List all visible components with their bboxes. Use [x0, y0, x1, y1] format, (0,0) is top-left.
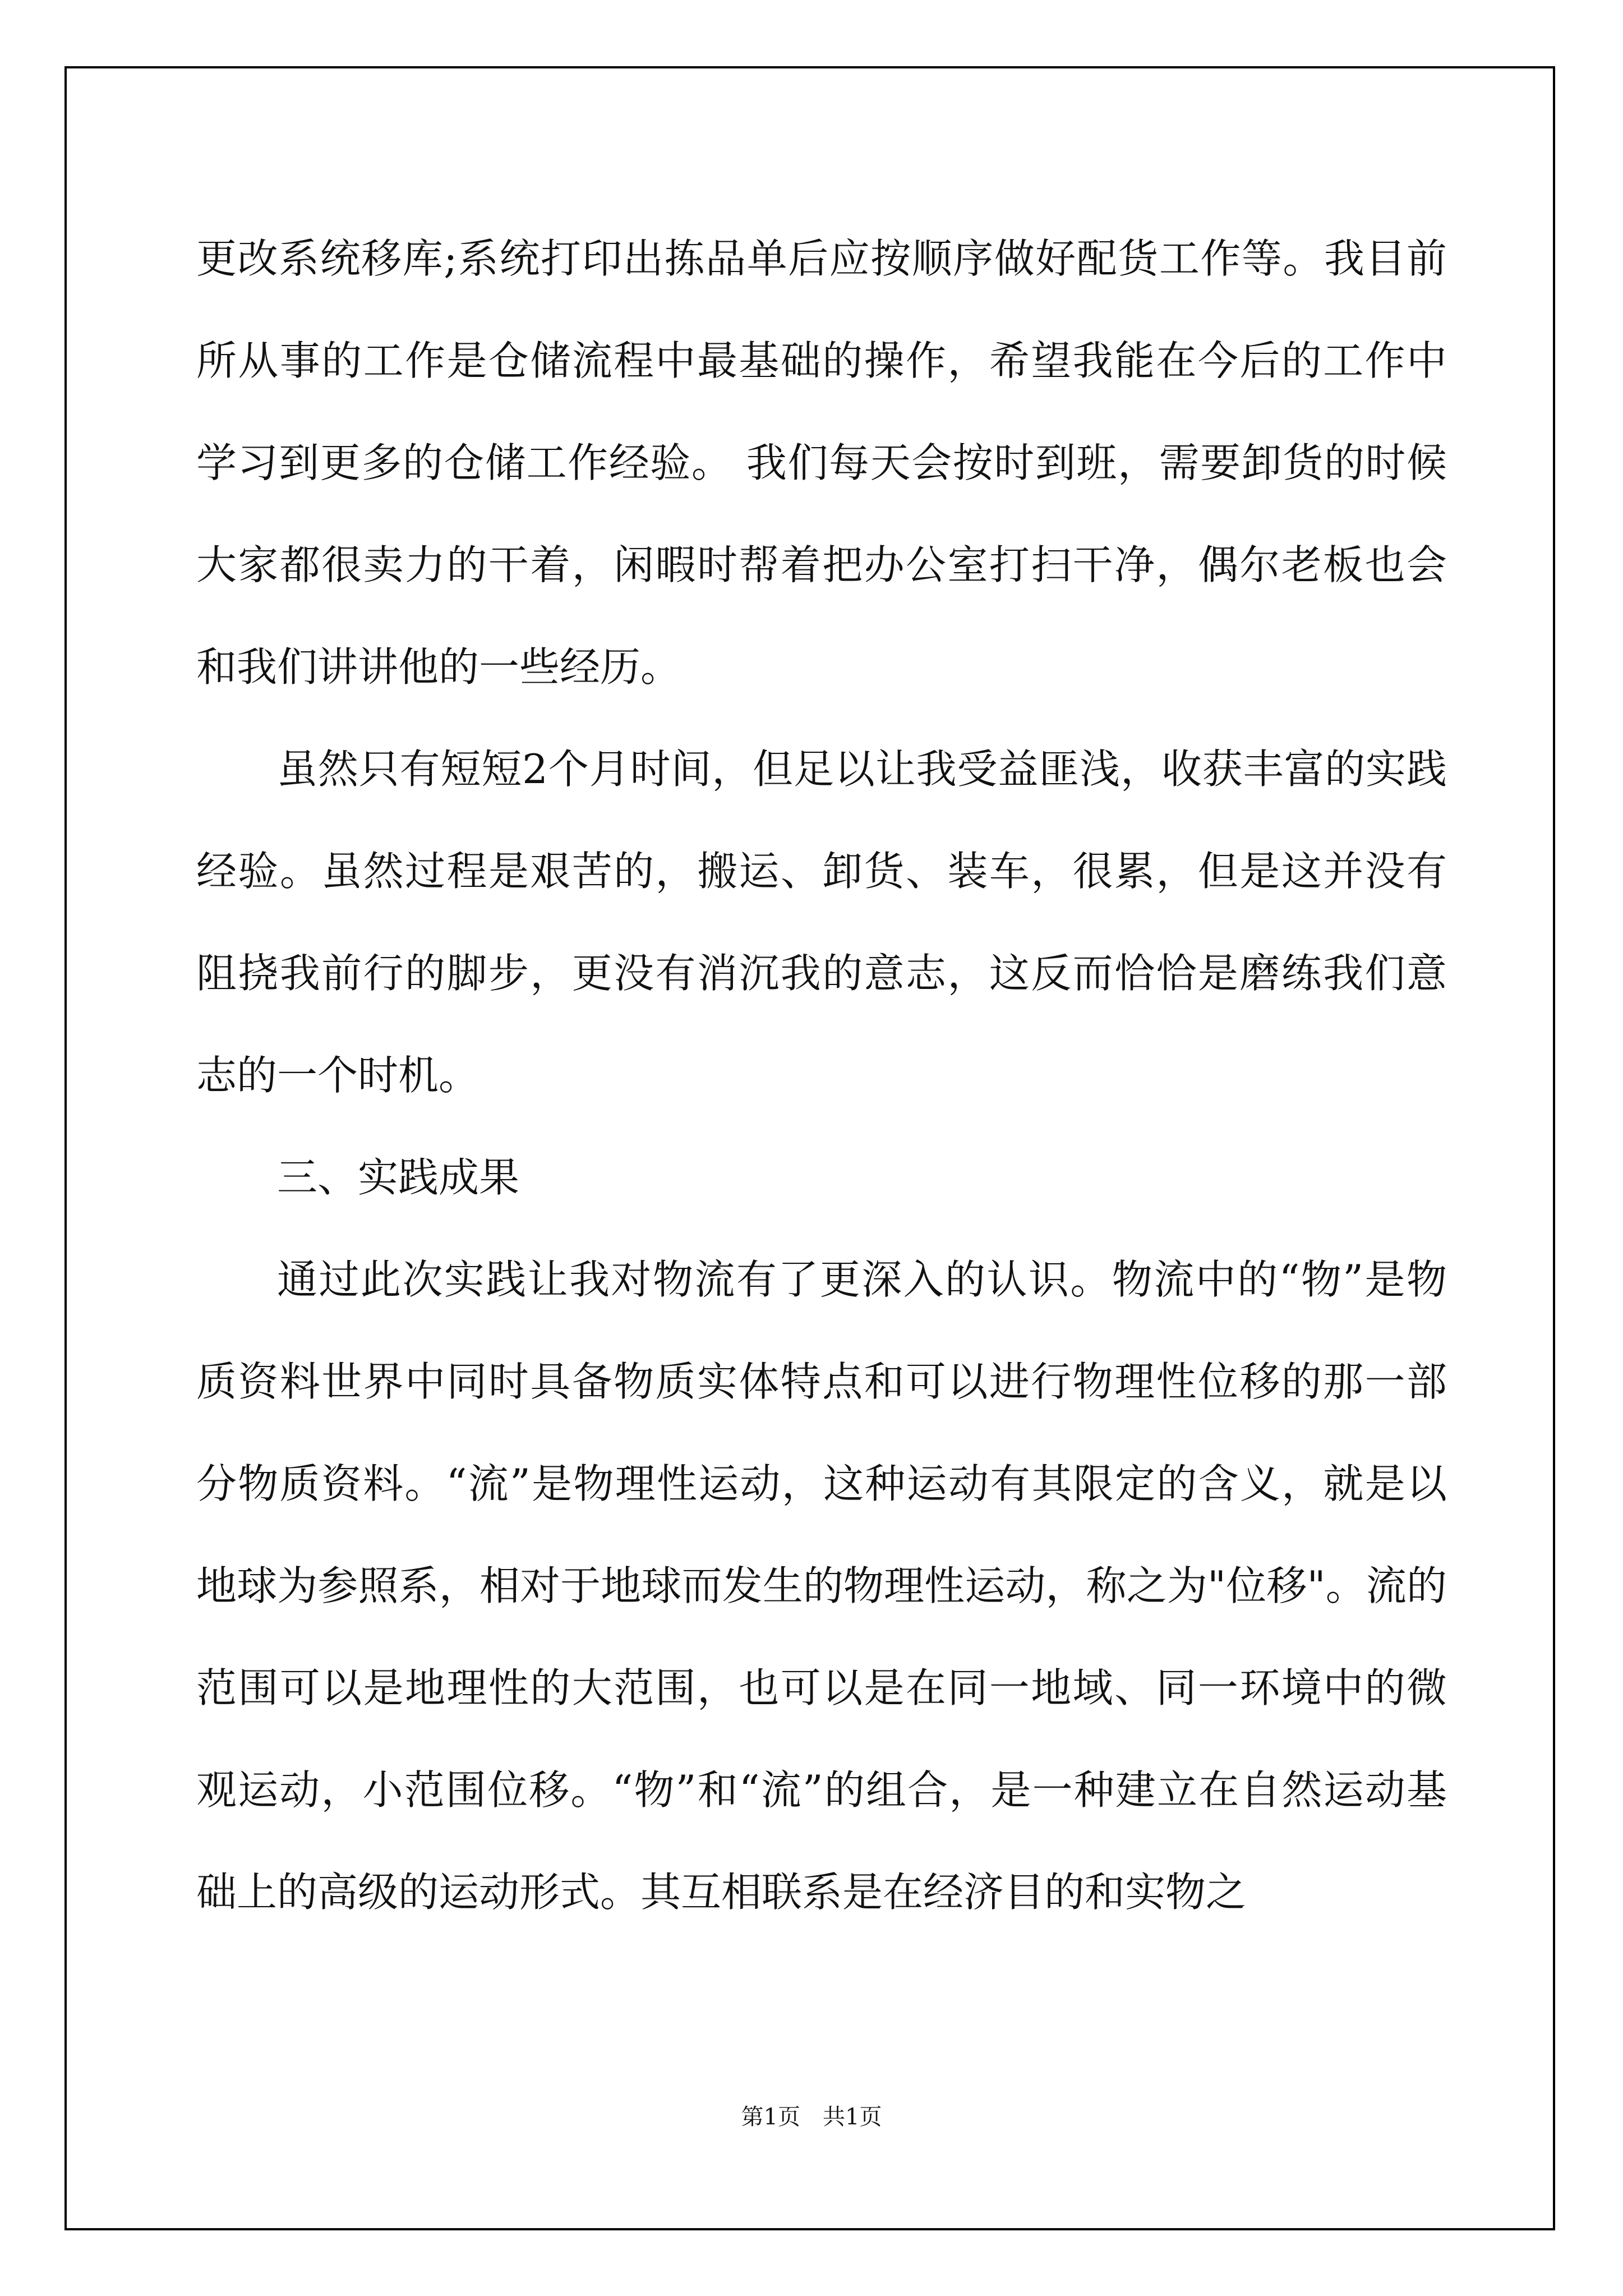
- paragraph-3: 通过此次实践让我对物流有了更深入的认识。物流中的“物”是物质资料世界中同时具备物质实体特点和可以进行物理性位移的那一部分物质资料。“流”是物理性运动，这种运动有其限定的含义，就是以地球为参照系，相对于地球而发生的物理性运动，称之为"位移"。流的范围可以是地理性的大范围，也可以是在同一地域、同一环境中的微观运动，小范围位移。“物”和“流”的组合，是一种建立在自然运动基础上的高级的运动形式。其互相联系是在经济目的和实物之: [196, 1256, 1447, 1916]
- paragraph-2: 虽然只有短短2个月时间，但足以让我受益匪浅，收获丰富的实践经验。虽然过程是艰苦的，搬运、卸货、装车，很累，但是这并没有阻挠我前行的脚步，更没有消沉我的意志，这反而恰恰是磨练我们意志的一个时机。: [196, 746, 1447, 1099]
- document-body: [196, 208, 1447, 1943]
- page-footer: 第1页 共1页: [741, 2104, 882, 2130]
- section-heading: 三、实践成果: [277, 1154, 520, 1201]
- paragraph-1: 更改系统移库;系统打印出拣品单后应按顺序做好配货工作等。我目前所从事的工作是仓储流程中最基础的操作，希望我能在今后的工作中学习到更多的仓储工作经验。 我们每天会按时到班，需要卸货的时候大家都很卖力的干着，闲暇时帮着把办公室打扫干净，偶尔老板也会和我们讲讲他的一些经历。: [196, 235, 1447, 691]
